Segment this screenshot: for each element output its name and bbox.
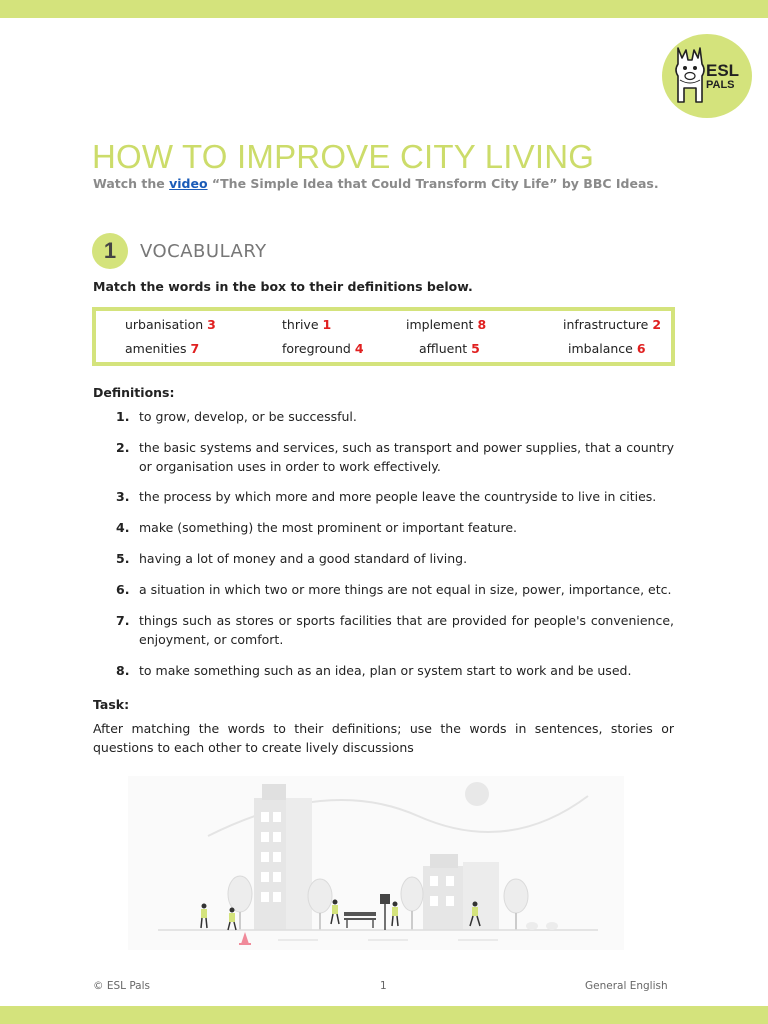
- esl-pals-logo: [662, 34, 752, 118]
- subtitle-suffix: “The Simple Idea that Could Transform City Life” by BBC Ideas.: [207, 176, 659, 191]
- top-accent-bar: [0, 0, 768, 18]
- definition-item: 3. the process by which more and more people leave the countryside to live in cities.: [116, 489, 657, 504]
- definition-item: 6. a situation in which two or more things are not equal in size, power, importance, etc.: [116, 582, 672, 597]
- llama-icon: [670, 44, 710, 108]
- logo-text: [706, 62, 739, 91]
- definition-item: 2. the basic systems and services, such as transport and power supplies, that a country or organisation uses in order to work effectively.: [116, 440, 674, 474]
- word-item: implement 8: [406, 317, 487, 332]
- subtitle-prefix: Watch the: [93, 176, 170, 191]
- logo-line-1: ESL: [706, 61, 740, 80]
- word-item: imbalance 6: [568, 341, 646, 356]
- footer-copyright: © ESL Pals: [93, 980, 151, 992]
- video-link[interactable]: video: [169, 176, 208, 191]
- word-item: affluent 5: [419, 341, 480, 356]
- definition-item: 5. having a lot of money and a good standard of living.: [116, 551, 468, 566]
- definition-item: 7. things such as stores or sports facilities that are provided for people's convenience, enjoyment, or comfort.: [116, 613, 674, 647]
- definition-item: 8. to make something such as an idea, plan or system start to work and be used.: [116, 663, 632, 678]
- logo-line-2: PALS: [706, 79, 735, 91]
- city-illustration: [128, 776, 624, 950]
- subtitle: [93, 176, 659, 191]
- section-title: VOCABULARY: [140, 241, 267, 262]
- task-heading: Task:: [93, 697, 130, 712]
- word-item: thrive 1: [282, 317, 332, 332]
- definition-item: 1. to grow, develop, or be successful.: [116, 409, 357, 424]
- word-item: infrastructure 2: [563, 317, 662, 332]
- definition-item: 4. make (something) the most prominent or important feature.: [116, 520, 517, 535]
- task-text: After matching the words to their definitions; use the words in sentences, stories or questions to each other to create lively discussions: [93, 721, 674, 755]
- page-title: HOW TO IMPROVE CITY LIVING: [92, 138, 595, 175]
- word-item: urbanisation 3: [125, 317, 216, 332]
- instruction-text: Match the words in the box to their definitions below.: [93, 279, 473, 294]
- definitions-heading: Definitions:: [93, 385, 175, 400]
- word-item: amenities 7: [125, 341, 200, 356]
- word-box: [92, 307, 675, 366]
- section-number-badge: 1: [92, 233, 128, 269]
- word-item: foreground 4: [282, 341, 364, 356]
- footer-course: General English: [585, 980, 668, 992]
- footer-page-number: 1: [380, 980, 387, 992]
- bottom-accent-bar: [0, 1006, 768, 1024]
